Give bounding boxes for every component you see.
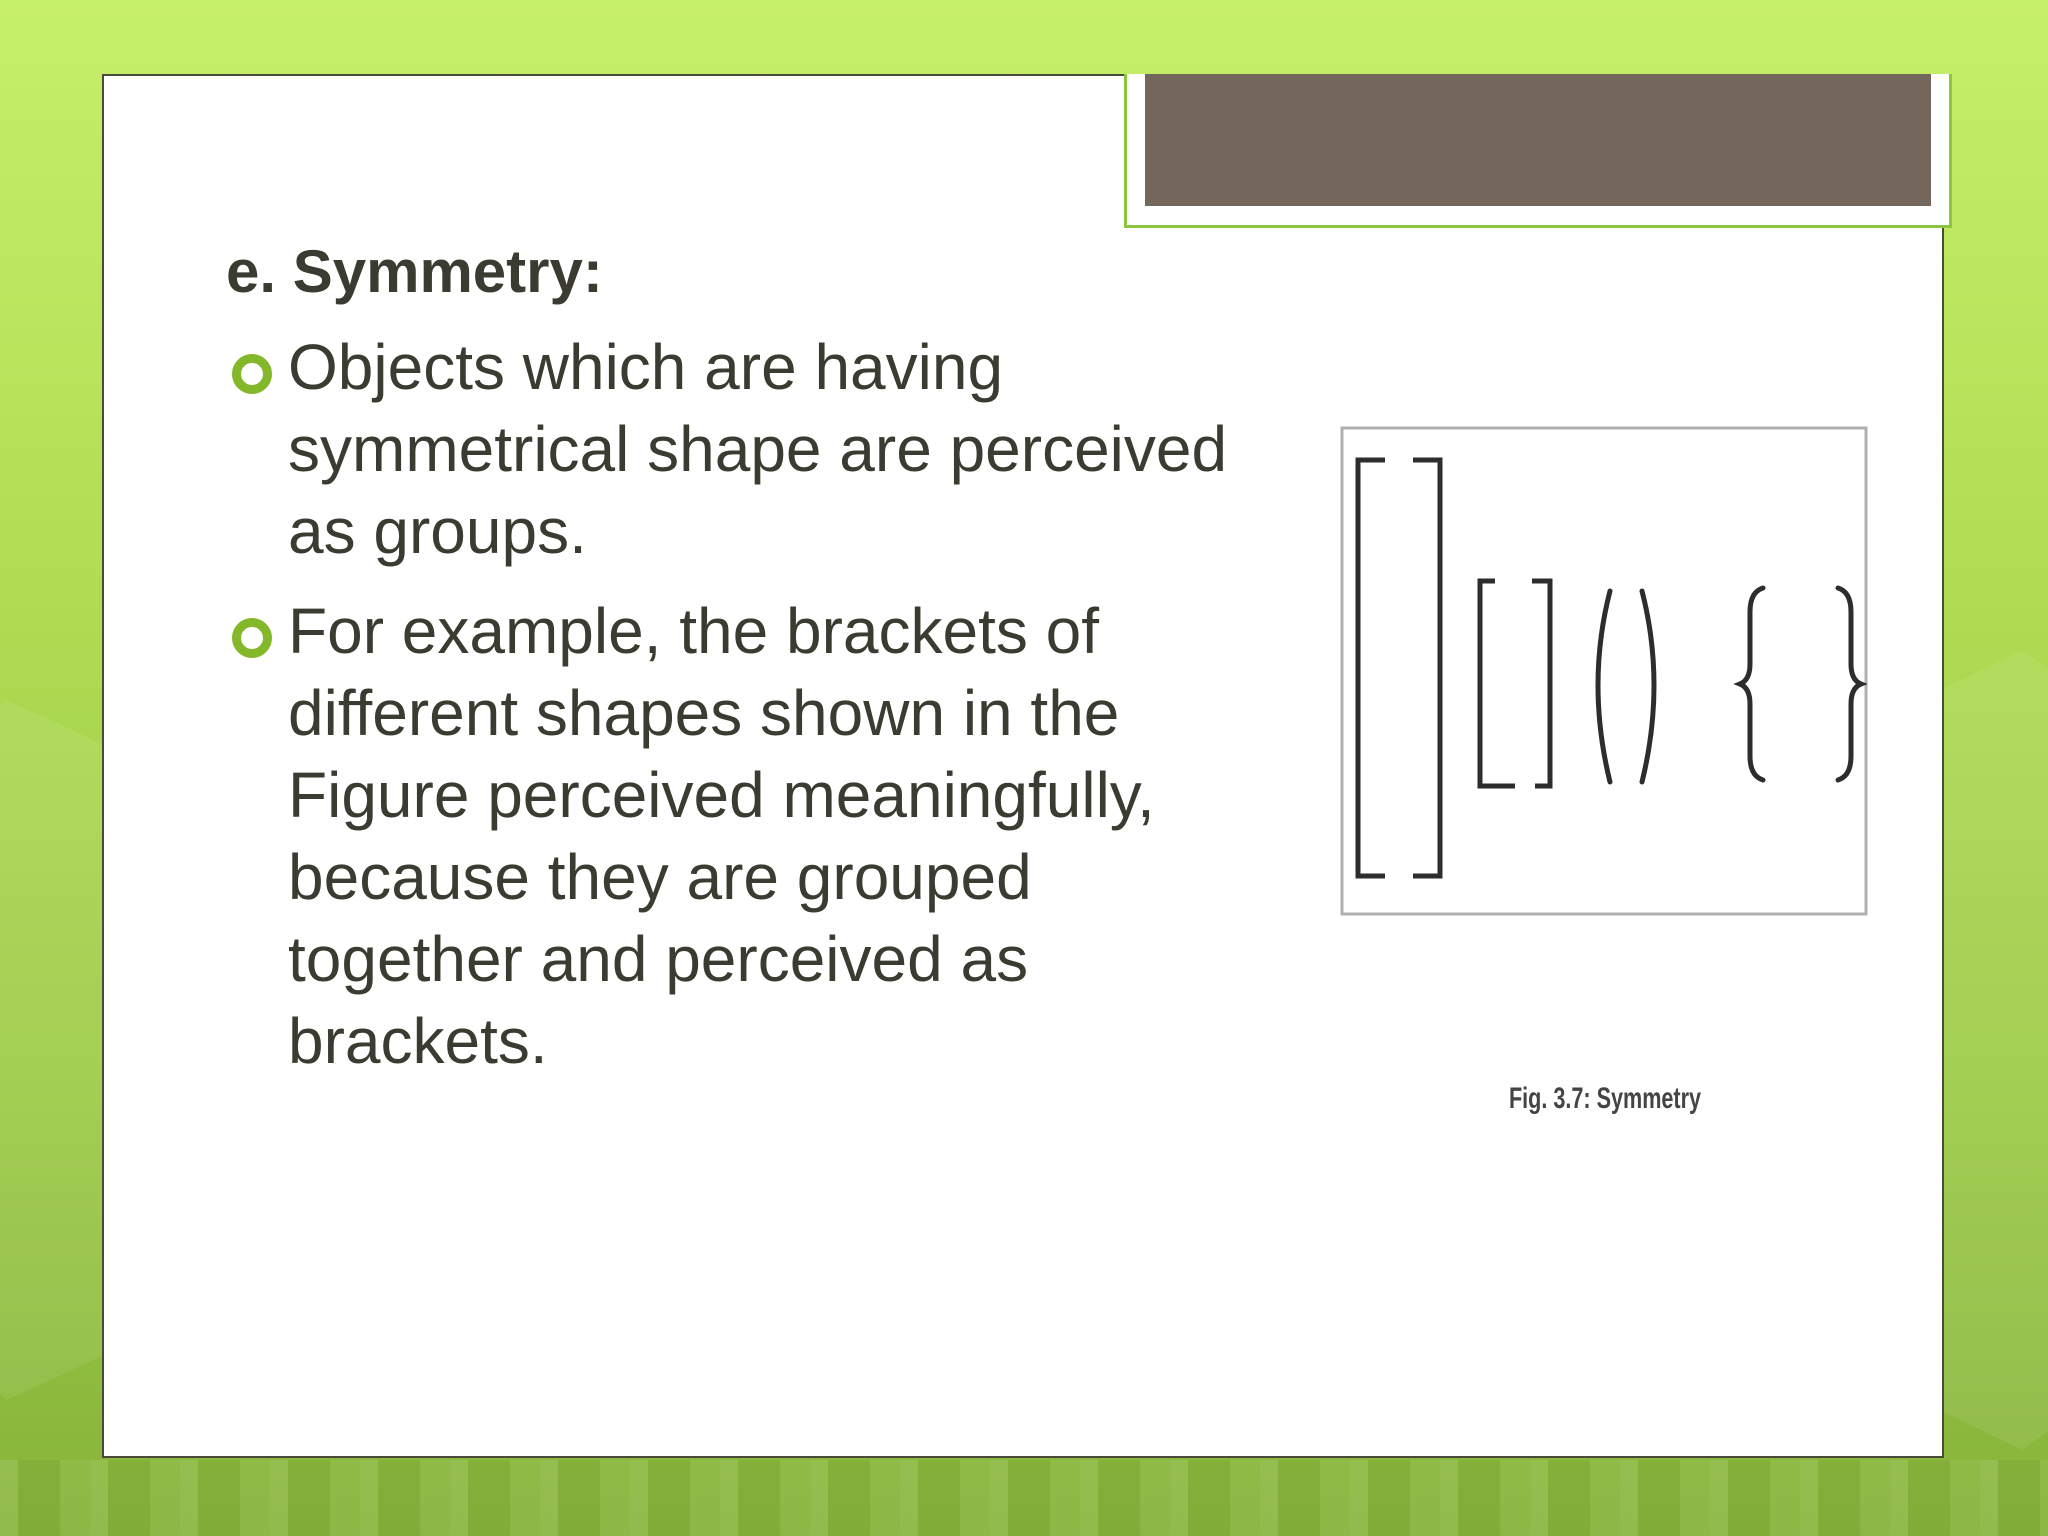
title-tab: [1145, 74, 1931, 206]
bullet-text: For example, the brackets of different shapes shown in the Figure perceived meaningfully, because they are grouped together and perceived as brackets.: [288, 595, 1155, 1077]
background-stripes: [0, 1460, 2048, 1536]
ring-bullet-icon: [232, 618, 272, 658]
bullet-item: [226, 590, 1266, 1082]
symmetry-figure: [1340, 426, 1870, 1115]
title-tab-frame: [1124, 74, 1952, 228]
slide-heading: e. Symmetry:: [226, 238, 603, 305]
slide-content-panel: [102, 74, 1944, 1458]
figure-caption: Fig. 3.7: Symmetry: [1508, 1082, 1702, 1115]
bullet-list: [226, 326, 1266, 1100]
figure-image: [1340, 426, 1870, 920]
bullet-text: Objects which are having symmetrical shape are perceived as groups.: [288, 331, 1228, 567]
figure-frame: [1342, 428, 1866, 914]
ring-bullet-icon: [232, 354, 272, 394]
bullet-item: [226, 326, 1266, 572]
